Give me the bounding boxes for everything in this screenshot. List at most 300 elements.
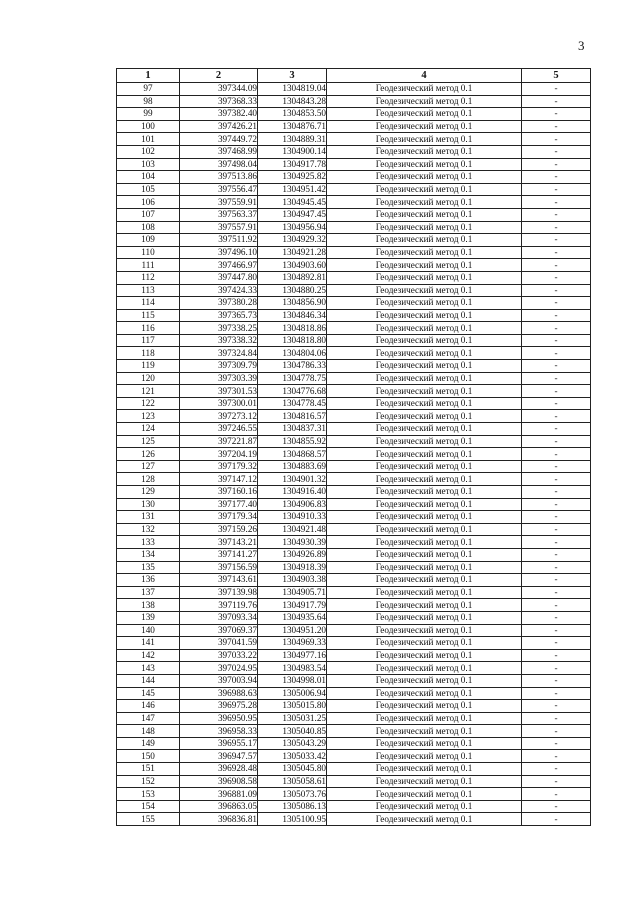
method-cell: Геодезический метод 0.1 (327, 523, 522, 536)
x-coordinate-cell: 397365.73 (180, 309, 258, 322)
note-cell: - (522, 95, 591, 108)
table-row (117, 234, 591, 247)
method-cell: Геодезический метод 0.1 (327, 448, 522, 461)
table-row (117, 649, 591, 662)
y-coordinate-cell: 1304930.39 (258, 536, 327, 549)
y-coordinate-cell: 1304905.71 (258, 586, 327, 599)
note-cell: - (522, 775, 591, 788)
x-coordinate-cell: 396836.81 (180, 813, 258, 826)
x-coordinate-cell: 397024.95 (180, 662, 258, 675)
point-number-cell: 113 (117, 284, 180, 297)
method-cell: Геодезический метод 0.1 (327, 561, 522, 574)
note-cell: - (522, 649, 591, 662)
table-row (117, 259, 591, 272)
note-cell: - (522, 108, 591, 121)
note-cell: - (522, 183, 591, 196)
point-number-cell: 125 (117, 435, 180, 448)
table-row (117, 725, 591, 738)
note-cell: - (522, 297, 591, 310)
table-row (117, 536, 591, 549)
table-row (117, 322, 591, 335)
method-cell: Геодезический метод 0.1 (327, 259, 522, 272)
y-coordinate-cell: 1305006.94 (258, 687, 327, 700)
table-row (117, 473, 591, 486)
point-number-cell: 97 (117, 83, 180, 96)
point-number-cell: 135 (117, 561, 180, 574)
note-cell: - (522, 372, 591, 385)
x-coordinate-cell: 396908.58 (180, 775, 258, 788)
table-row (117, 297, 591, 310)
table-row (117, 624, 591, 637)
note-cell: - (522, 586, 591, 599)
note-cell: - (522, 208, 591, 221)
header-point-number: 1 (117, 69, 180, 83)
note-cell: - (522, 737, 591, 750)
note-cell: - (522, 309, 591, 322)
table-row (117, 145, 591, 158)
x-coordinate-cell: 397033.22 (180, 649, 258, 662)
point-number-cell: 154 (117, 800, 180, 813)
y-coordinate-cell: 1304903.60 (258, 259, 327, 272)
table-row (117, 183, 591, 196)
note-cell: - (522, 158, 591, 171)
x-coordinate-cell: 396863.05 (180, 800, 258, 813)
table-row (117, 712, 591, 725)
note-cell: - (522, 473, 591, 486)
y-coordinate-cell: 1304900.14 (258, 145, 327, 158)
x-coordinate-cell: 396988.63 (180, 687, 258, 700)
method-cell: Геодезический метод 0.1 (327, 271, 522, 284)
point-number-cell: 155 (117, 813, 180, 826)
y-coordinate-cell: 1304776.68 (258, 385, 327, 398)
table-header-row (117, 69, 591, 83)
x-coordinate-cell: 397513.86 (180, 171, 258, 184)
x-coordinate-cell: 397338.25 (180, 322, 258, 335)
method-cell: Геодезический метод 0.1 (327, 297, 522, 310)
y-coordinate-cell: 1305045.80 (258, 763, 327, 776)
x-coordinate-cell: 397177.40 (180, 498, 258, 511)
method-cell: Геодезический метод 0.1 (327, 385, 522, 398)
point-number-cell: 106 (117, 196, 180, 209)
note-cell: - (522, 259, 591, 272)
method-cell: Геодезический метод 0.1 (327, 83, 522, 96)
y-coordinate-cell: 1304969.33 (258, 637, 327, 650)
note-cell: - (522, 410, 591, 423)
point-number-cell: 107 (117, 208, 180, 221)
method-cell: Геодезический метод 0.1 (327, 599, 522, 612)
point-number-cell: 116 (117, 322, 180, 335)
table-row (117, 221, 591, 234)
y-coordinate-cell: 1304868.57 (258, 448, 327, 461)
point-number-cell: 153 (117, 788, 180, 801)
table-row (117, 775, 591, 788)
method-cell: Геодезический метод 0.1 (327, 322, 522, 335)
note-cell: - (522, 385, 591, 398)
note-cell: - (522, 574, 591, 587)
method-cell: Геодезический метод 0.1 (327, 800, 522, 813)
point-number-cell: 110 (117, 246, 180, 259)
point-number-cell: 150 (117, 750, 180, 763)
method-cell: Геодезический метод 0.1 (327, 234, 522, 247)
note-cell: - (522, 624, 591, 637)
table-row (117, 171, 591, 184)
note-cell: - (522, 788, 591, 801)
table-row (117, 788, 591, 801)
note-cell: - (522, 674, 591, 687)
y-coordinate-cell: 1304818.80 (258, 334, 327, 347)
point-number-cell: 99 (117, 108, 180, 121)
header-note: 5 (522, 69, 591, 83)
note-cell: - (522, 120, 591, 133)
x-coordinate-cell: 396955.17 (180, 737, 258, 750)
x-coordinate-cell: 397301.53 (180, 385, 258, 398)
y-coordinate-cell: 1304929.32 (258, 234, 327, 247)
table-row (117, 460, 591, 473)
table-row (117, 385, 591, 398)
x-coordinate-cell: 397324.84 (180, 347, 258, 360)
x-coordinate-cell: 397338.32 (180, 334, 258, 347)
note-cell: - (522, 548, 591, 561)
method-cell: Геодезический метод 0.1 (327, 511, 522, 524)
point-number-cell: 131 (117, 511, 180, 524)
y-coordinate-cell: 1304883.69 (258, 460, 327, 473)
note-cell: - (522, 423, 591, 436)
note-cell: - (522, 511, 591, 524)
x-coordinate-cell: 397449.72 (180, 133, 258, 146)
y-coordinate-cell: 1304921.28 (258, 246, 327, 259)
method-cell: Геодезический метод 0.1 (327, 460, 522, 473)
y-coordinate-cell: 1305043.29 (258, 737, 327, 750)
table-row (117, 800, 591, 813)
note-cell: - (522, 347, 591, 360)
y-coordinate-cell: 1305033.42 (258, 750, 327, 763)
point-number-cell: 133 (117, 536, 180, 549)
method-cell: Геодезический метод 0.1 (327, 158, 522, 171)
table-row (117, 674, 591, 687)
table-row (117, 208, 591, 221)
note-cell: - (522, 284, 591, 297)
y-coordinate-cell: 1304977.16 (258, 649, 327, 662)
note-cell: - (522, 171, 591, 184)
x-coordinate-cell: 396881.09 (180, 788, 258, 801)
table-row (117, 108, 591, 121)
point-number-cell: 145 (117, 687, 180, 700)
y-coordinate-cell: 1304917.78 (258, 158, 327, 171)
note-cell: - (522, 611, 591, 624)
x-coordinate-cell: 397556.47 (180, 183, 258, 196)
note-cell: - (522, 360, 591, 373)
table-row (117, 158, 591, 171)
table-row (117, 511, 591, 524)
x-coordinate-cell: 397309.79 (180, 360, 258, 373)
x-coordinate-cell: 397498.04 (180, 158, 258, 171)
method-cell: Геодезический метод 0.1 (327, 763, 522, 776)
method-cell: Геодезический метод 0.1 (327, 410, 522, 423)
y-coordinate-cell: 1305058.61 (258, 775, 327, 788)
note-cell: - (522, 763, 591, 776)
method-cell: Геодезический метод 0.1 (327, 221, 522, 234)
table-row (117, 548, 591, 561)
x-coordinate-cell: 397424.33 (180, 284, 258, 297)
method-cell: Геодезический метод 0.1 (327, 700, 522, 713)
method-cell: Геодезический метод 0.1 (327, 334, 522, 347)
y-coordinate-cell: 1304951.42 (258, 183, 327, 196)
table-row (117, 813, 591, 826)
y-coordinate-cell: 1304880.25 (258, 284, 327, 297)
method-cell: Геодезический метод 0.1 (327, 397, 522, 410)
y-coordinate-cell: 1304837.31 (258, 423, 327, 436)
table-row (117, 700, 591, 713)
x-coordinate-cell: 397466.97 (180, 259, 258, 272)
y-coordinate-cell: 1304926.89 (258, 548, 327, 561)
method-cell: Геодезический метод 0.1 (327, 372, 522, 385)
table-row (117, 611, 591, 624)
x-coordinate-cell: 397426.21 (180, 120, 258, 133)
point-number-cell: 126 (117, 448, 180, 461)
header-method: 4 (327, 69, 522, 83)
point-number-cell: 132 (117, 523, 180, 536)
point-number-cell: 105 (117, 183, 180, 196)
x-coordinate-cell: 396950.95 (180, 712, 258, 725)
x-coordinate-cell: 397156.59 (180, 561, 258, 574)
point-number-cell: 108 (117, 221, 180, 234)
note-cell: - (522, 83, 591, 96)
point-number-cell: 140 (117, 624, 180, 637)
point-number-cell: 115 (117, 309, 180, 322)
y-coordinate-cell: 1305040.85 (258, 725, 327, 738)
note-cell: - (522, 145, 591, 158)
method-cell: Геодезический метод 0.1 (327, 486, 522, 499)
note-cell: - (522, 448, 591, 461)
table-row (117, 347, 591, 360)
note-cell: - (522, 637, 591, 650)
point-number-cell: 121 (117, 385, 180, 398)
note-cell: - (522, 397, 591, 410)
x-coordinate-cell: 397221.87 (180, 435, 258, 448)
point-number-cell: 127 (117, 460, 180, 473)
x-coordinate-cell: 396958.33 (180, 725, 258, 738)
table-row (117, 196, 591, 209)
y-coordinate-cell: 1304853.50 (258, 108, 327, 121)
method-cell: Геодезический метод 0.1 (327, 750, 522, 763)
x-coordinate-cell: 397303.39 (180, 372, 258, 385)
y-coordinate-cell: 1304918.39 (258, 561, 327, 574)
x-coordinate-cell: 397273.12 (180, 410, 258, 423)
point-number-cell: 141 (117, 637, 180, 650)
x-coordinate-cell: 397143.21 (180, 536, 258, 549)
note-cell: - (522, 460, 591, 473)
y-coordinate-cell: 1304786.33 (258, 360, 327, 373)
table-row (117, 737, 591, 750)
point-number-cell: 151 (117, 763, 180, 776)
point-number-cell: 146 (117, 700, 180, 713)
point-number-cell: 123 (117, 410, 180, 423)
x-coordinate-cell: 397300.01 (180, 397, 258, 410)
x-coordinate-cell: 397179.32 (180, 460, 258, 473)
y-coordinate-cell: 1304892.81 (258, 271, 327, 284)
y-coordinate-cell: 1304906.83 (258, 498, 327, 511)
x-coordinate-cell: 397468.99 (180, 145, 258, 158)
point-number-cell: 100 (117, 120, 180, 133)
y-coordinate-cell: 1304901.32 (258, 473, 327, 486)
method-cell: Геодезический метод 0.1 (327, 196, 522, 209)
method-cell: Геодезический метод 0.1 (327, 208, 522, 221)
x-coordinate-cell: 397496.10 (180, 246, 258, 259)
method-cell: Геодезический метод 0.1 (327, 624, 522, 637)
method-cell: Геодезический метод 0.1 (327, 423, 522, 436)
point-number-cell: 144 (117, 674, 180, 687)
y-coordinate-cell: 1304846.34 (258, 309, 327, 322)
page-number: 3 (578, 38, 585, 53)
note-cell: - (522, 435, 591, 448)
x-coordinate-cell: 397141.27 (180, 548, 258, 561)
method-cell: Геодезический метод 0.1 (327, 574, 522, 587)
y-coordinate-cell: 1305015.80 (258, 700, 327, 713)
point-number-cell: 148 (117, 725, 180, 738)
y-coordinate-cell: 1305031.25 (258, 712, 327, 725)
note-cell: - (522, 725, 591, 738)
table-row (117, 561, 591, 574)
point-number-cell: 129 (117, 486, 180, 499)
y-coordinate-cell: 1305086.13 (258, 800, 327, 813)
point-number-cell: 139 (117, 611, 180, 624)
table-row (117, 637, 591, 650)
point-number-cell: 149 (117, 737, 180, 750)
point-number-cell: 122 (117, 397, 180, 410)
table-row (117, 687, 591, 700)
table-row (117, 246, 591, 259)
table-row (117, 271, 591, 284)
x-coordinate-cell: 397557.91 (180, 221, 258, 234)
y-coordinate-cell: 1304921.48 (258, 523, 327, 536)
table-row (117, 83, 591, 96)
point-number-cell: 136 (117, 574, 180, 587)
table-row (117, 448, 591, 461)
method-cell: Геодезический метод 0.1 (327, 687, 522, 700)
table-row (117, 599, 591, 612)
table-row (117, 397, 591, 410)
y-coordinate-cell: 1304910.33 (258, 511, 327, 524)
table-row (117, 284, 591, 297)
x-coordinate-cell: 397368.33 (180, 95, 258, 108)
coordinates-table (116, 68, 591, 826)
method-cell: Геодезический метод 0.1 (327, 611, 522, 624)
method-cell: Геодезический метод 0.1 (327, 309, 522, 322)
table-row (117, 360, 591, 373)
method-cell: Геодезический метод 0.1 (327, 171, 522, 184)
table-row (117, 435, 591, 448)
note-cell: - (522, 271, 591, 284)
method-cell: Геодезический метод 0.1 (327, 536, 522, 549)
y-coordinate-cell: 1304876.71 (258, 120, 327, 133)
x-coordinate-cell: 397179.34 (180, 511, 258, 524)
method-cell: Геодезический метод 0.1 (327, 725, 522, 738)
method-cell: Геодезический метод 0.1 (327, 586, 522, 599)
table-row (117, 133, 591, 146)
point-number-cell: 101 (117, 133, 180, 146)
method-cell: Геодезический метод 0.1 (327, 775, 522, 788)
x-coordinate-cell: 397382.40 (180, 108, 258, 121)
note-cell: - (522, 536, 591, 549)
header-x-coordinate: 2 (180, 69, 258, 83)
note-cell: - (522, 334, 591, 347)
method-cell: Геодезический метод 0.1 (327, 95, 522, 108)
table-row (117, 662, 591, 675)
note-cell: - (522, 486, 591, 499)
note-cell: - (522, 599, 591, 612)
method-cell: Геодезический метод 0.1 (327, 813, 522, 826)
x-coordinate-cell: 397143.61 (180, 574, 258, 587)
point-number-cell: 109 (117, 234, 180, 247)
note-cell: - (522, 246, 591, 259)
y-coordinate-cell: 1304947.45 (258, 208, 327, 221)
y-coordinate-cell: 1304778.75 (258, 372, 327, 385)
method-cell: Геодезический метод 0.1 (327, 737, 522, 750)
point-number-cell: 104 (117, 171, 180, 184)
y-coordinate-cell: 1304855.92 (258, 435, 327, 448)
method-cell: Геодезический метод 0.1 (327, 548, 522, 561)
point-number-cell: 130 (117, 498, 180, 511)
point-number-cell: 118 (117, 347, 180, 360)
x-coordinate-cell: 397003.94 (180, 674, 258, 687)
x-coordinate-cell: 397246.55 (180, 423, 258, 436)
table-row (117, 372, 591, 385)
x-coordinate-cell: 396928.48 (180, 763, 258, 776)
table-row (117, 120, 591, 133)
point-number-cell: 138 (117, 599, 180, 612)
method-cell: Геодезический метод 0.1 (327, 498, 522, 511)
point-number-cell: 119 (117, 360, 180, 373)
table-row (117, 523, 591, 536)
y-coordinate-cell: 1304951.20 (258, 624, 327, 637)
y-coordinate-cell: 1304916.40 (258, 486, 327, 499)
y-coordinate-cell: 1304998.01 (258, 674, 327, 687)
x-coordinate-cell: 397559.91 (180, 196, 258, 209)
x-coordinate-cell: 397380.28 (180, 297, 258, 310)
table-row (117, 750, 591, 763)
y-coordinate-cell: 1304816.57 (258, 410, 327, 423)
y-coordinate-cell: 1304903.38 (258, 574, 327, 587)
point-number-cell: 152 (117, 775, 180, 788)
y-coordinate-cell: 1304935.64 (258, 611, 327, 624)
point-number-cell: 137 (117, 586, 180, 599)
method-cell: Геодезический метод 0.1 (327, 246, 522, 259)
table-row (117, 334, 591, 347)
method-cell: Геодезический метод 0.1 (327, 120, 522, 133)
method-cell: Геодезический метод 0.1 (327, 133, 522, 146)
table-row (117, 498, 591, 511)
y-coordinate-cell: 1304843.28 (258, 95, 327, 108)
table-row (117, 586, 591, 599)
point-number-cell: 102 (117, 145, 180, 158)
method-cell: Геодезический метод 0.1 (327, 788, 522, 801)
x-coordinate-cell: 397447.80 (180, 271, 258, 284)
y-coordinate-cell: 1304917.79 (258, 599, 327, 612)
note-cell: - (522, 133, 591, 146)
method-cell: Геодезический метод 0.1 (327, 284, 522, 297)
x-coordinate-cell: 396947.57 (180, 750, 258, 763)
table-row (117, 410, 591, 423)
point-number-cell: 134 (117, 548, 180, 561)
x-coordinate-cell: 397204.19 (180, 448, 258, 461)
x-coordinate-cell: 397139.98 (180, 586, 258, 599)
y-coordinate-cell: 1304889.31 (258, 133, 327, 146)
note-cell: - (522, 523, 591, 536)
point-number-cell: 98 (117, 95, 180, 108)
y-coordinate-cell: 1305100.95 (258, 813, 327, 826)
x-coordinate-cell: 397160.16 (180, 486, 258, 499)
x-coordinate-cell: 397069.37 (180, 624, 258, 637)
